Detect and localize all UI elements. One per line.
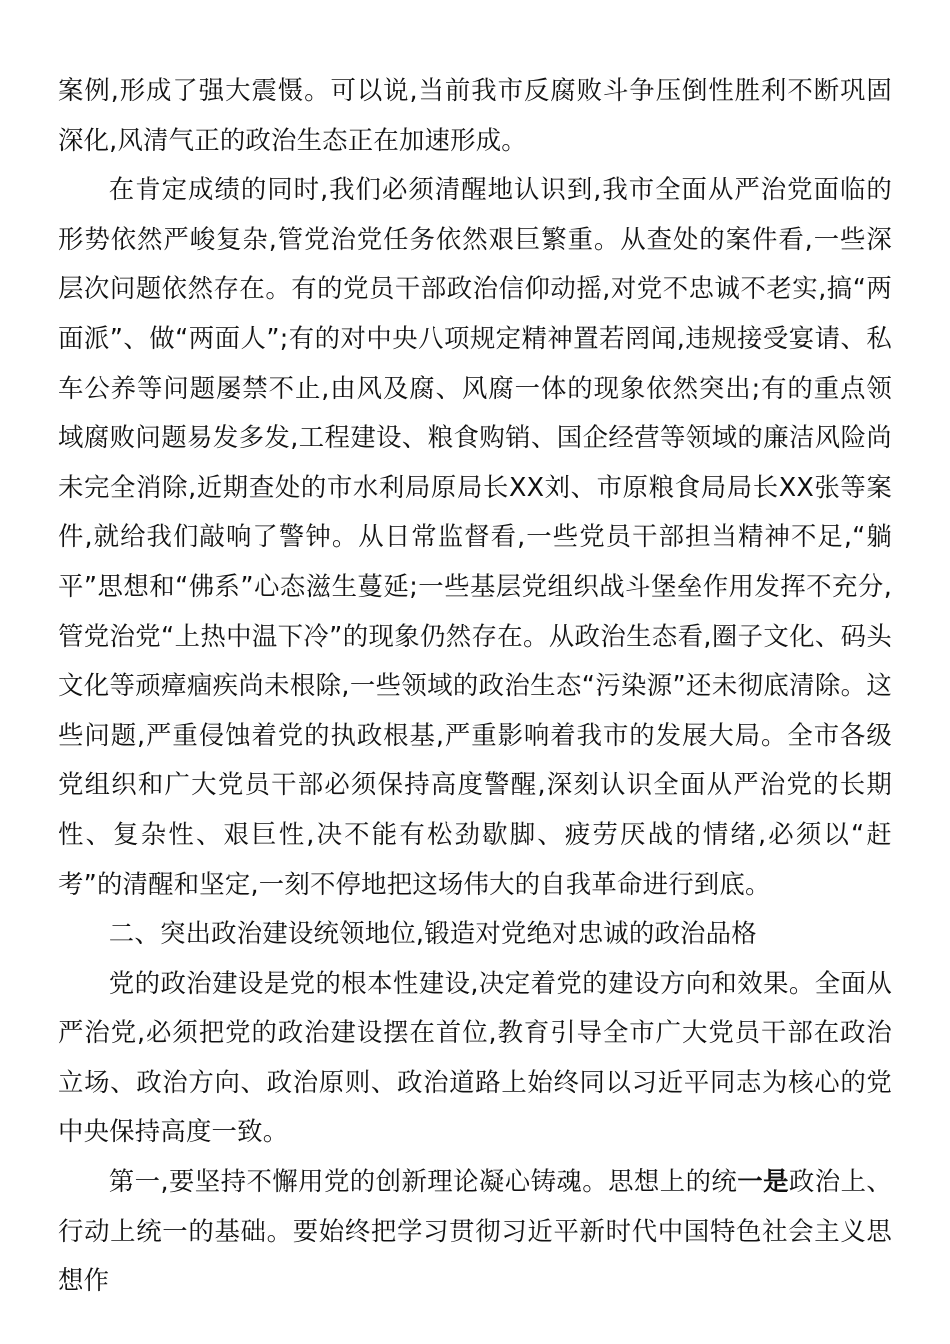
paragraph-continuation: 案例,形成了强大震慑。可以说,当前我市反腐败斗争压倒性胜利不断巩固深化,风清气正的政治生态正在加速形成。 [58,75,892,155]
first-point-text-b: 政治上、行动上统一的基础。要始终把学习贯彻习近平新时代中国特色社会主义思想作 [58,1166,892,1296]
first-point-text-a: 第一,要坚持不懈用党的创新理论凝心铸魂。思想上的统 [108,1166,738,1197]
paragraph-first-point [58,1157,892,1306]
paragraph-situation-assessment: 在肯定成绩的同时,我们必须清醒地认识到,我市全面从严治党面临的形势依然严峻复杂,管党治党任务依然艰巨繁重。从查处的案件看,一些深层次问题依然存在。有的党员干部政治信仰动摇,对党不忠诚不老实,搞“两面派”、做“两面人”;有的对中央八项规定精神置若罔闻,违规接受宴请、私车公养等问题屡禁不止,由风及腐、风腐一体的现象依然突出;有的重点领域腐败问题易发多发,工程建设、粮食购销、国企经营等领域的廉洁风险尚未完全消除,近期查处的市水利局原局长XX刘、市原粮食局局长XX张等案件,就给我们敲响了警钟。从日常监督看,一些党员干部担当精神不足,“躺平”思想和“佛系”心态滋生蔓延;一些基层党组织战斗堡垒作用发挥不充分,管党治党“上热中温下冷”的现象仍然存在。从政治生态看,圈子文化、码头文化等顽瘴痼疾尚未根除,一些领域的政治生态“污染源”还未彻底清除。这些问题,严重侵蚀着党的执政根基,严重影响着我市的发展大局。全市各级党组织和广大党员干部必须保持高度警醒,深刻认识全面从严治党的长期性、复杂性、艰巨性,决不能有松劲歇脚、疲劳厌战的情绪,必须以“赶考”的清醒和坚定,一刻不停地把这场伟大的自我革命进行到底。 [58,174,892,899]
first-point-bold-text: 一是 [737,1166,789,1197]
paragraph-political-building: 党的政治建设是党的根本性建设,决定着党的建设方向和效果。全面从严治党,必须把党的政治建设摆在首位,教育引导全市广大党员干部在政治立场、政治方向、政治原则、政治道路上始终同以习近平同志为核心的党中央保持高度一致。 [58,967,892,1147]
section-heading-political-building: 二、突出政治建设统领地位,锻造对党绝对忠诚的政治品格 [108,918,757,949]
document-body [58,66,892,1306]
